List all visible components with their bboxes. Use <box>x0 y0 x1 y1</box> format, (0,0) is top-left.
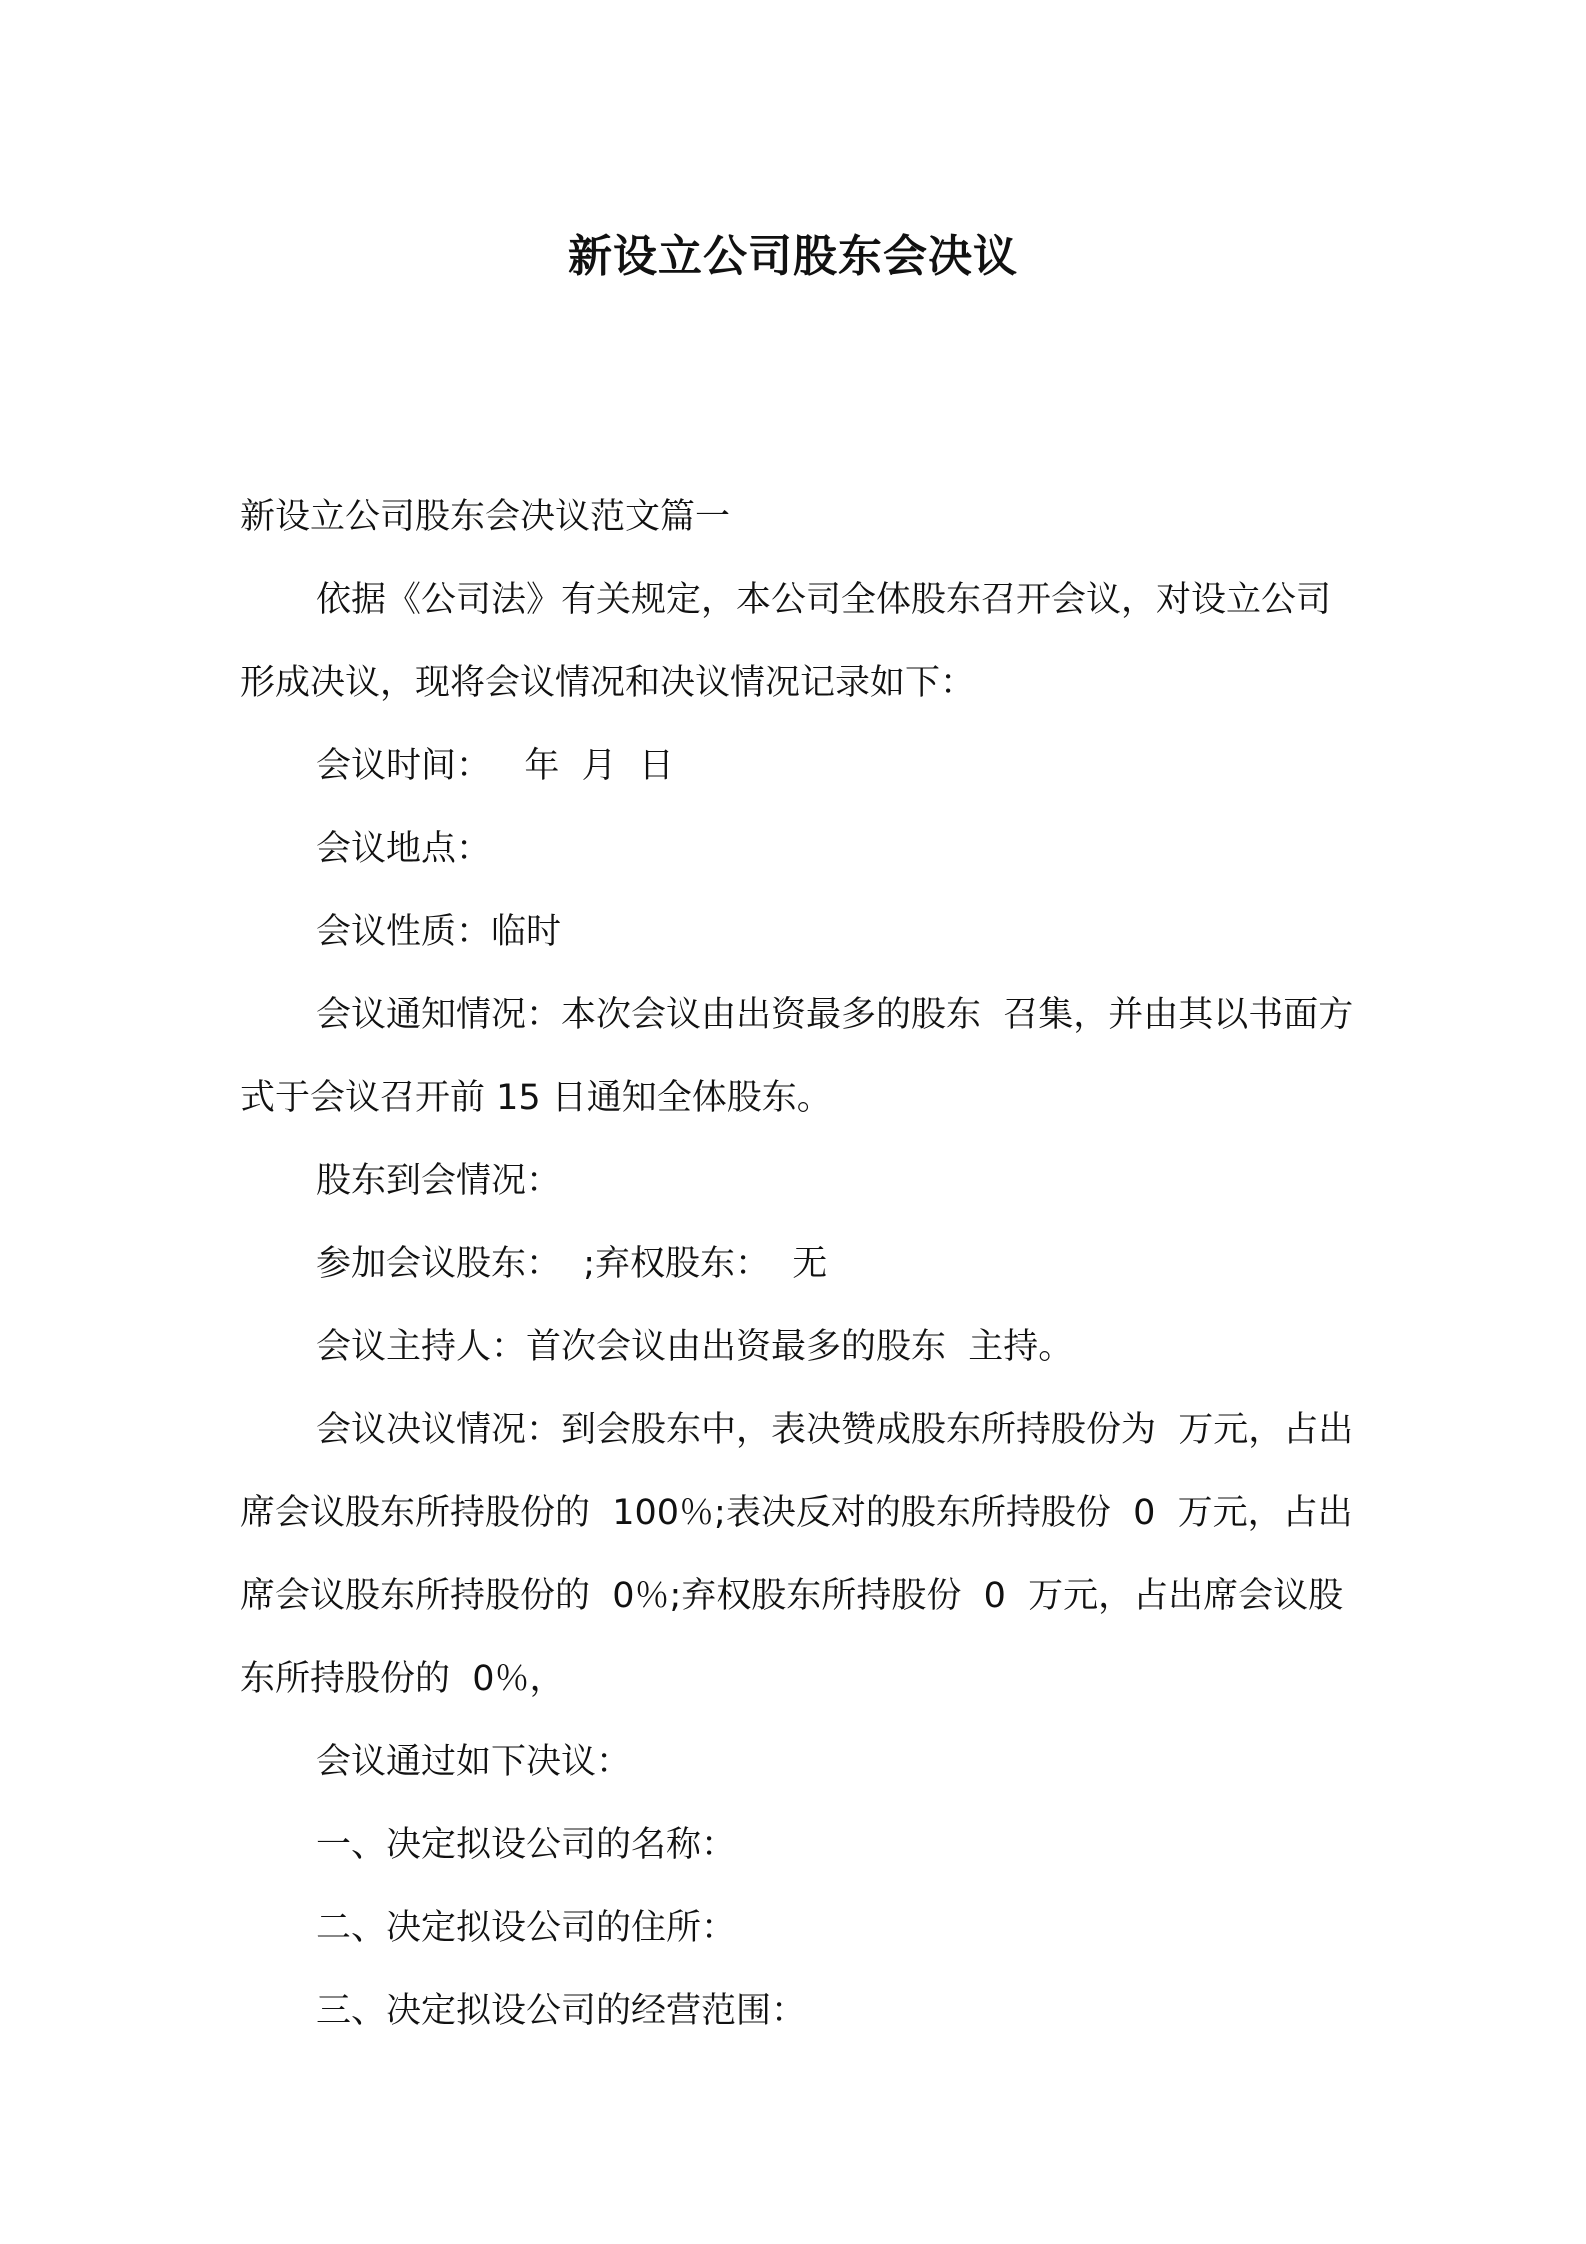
paragraph-meeting-notice: 会议通知情况：本次会议由出资最多的股东 召集，并由其以书面方式于会议召开前 15 日通知全体股东。 <box>240 995 1354 1118</box>
paragraph-voting: 会议决议情况：到会股东中，表决赞成股东所持股份为 万元，占出席会议股东所持股份的 100％;表决反对的股东所持股份 0 万元，占出席会议股东所持股份的 0％;弃权股东所持股份 0 万元，占出席会议股东所持股份的 0％， <box>240 1410 1354 1699</box>
paragraph-attendance: 股东到会情况： <box>316 1161 562 1201</box>
paragraph-meeting-nature: 会议性质：临时 <box>316 912 562 952</box>
paragraph-meeting-time: 会议时间： 年 月 日 <box>316 746 674 786</box>
paragraph-intro: 依据《公司法》有关规定，本公司全体股东召开会议，对设立公司形成决议，现将会议情况和决议情况记录如下： <box>240 580 1332 703</box>
paragraph-resolution-name: 一、决定拟设公司的名称： <box>316 1825 737 1865</box>
document-title: 新设立公司股东会决议 <box>568 231 1018 282</box>
paragraph-host: 会议主持人：首次会议由出资最多的股东 主持。 <box>316 1327 1074 1367</box>
paragraph-resolution-scope: 三、决定拟设公司的经营范围： <box>316 1991 807 2031</box>
paragraph-meeting-place: 会议地点： <box>316 829 492 869</box>
document-body <box>240 476 1355 2053</box>
paragraph-resolutions-intro: 会议通过如下决议： <box>316 1742 632 1782</box>
paragraph-resolution-address: 二、决定拟设公司的住所： <box>316 1908 737 1948</box>
document-subtitle: 新设立公司股东会决议范文篇一 <box>240 497 731 537</box>
paragraph-participants: 参加会议股东： ;弃权股东： 无 <box>316 1244 828 1284</box>
